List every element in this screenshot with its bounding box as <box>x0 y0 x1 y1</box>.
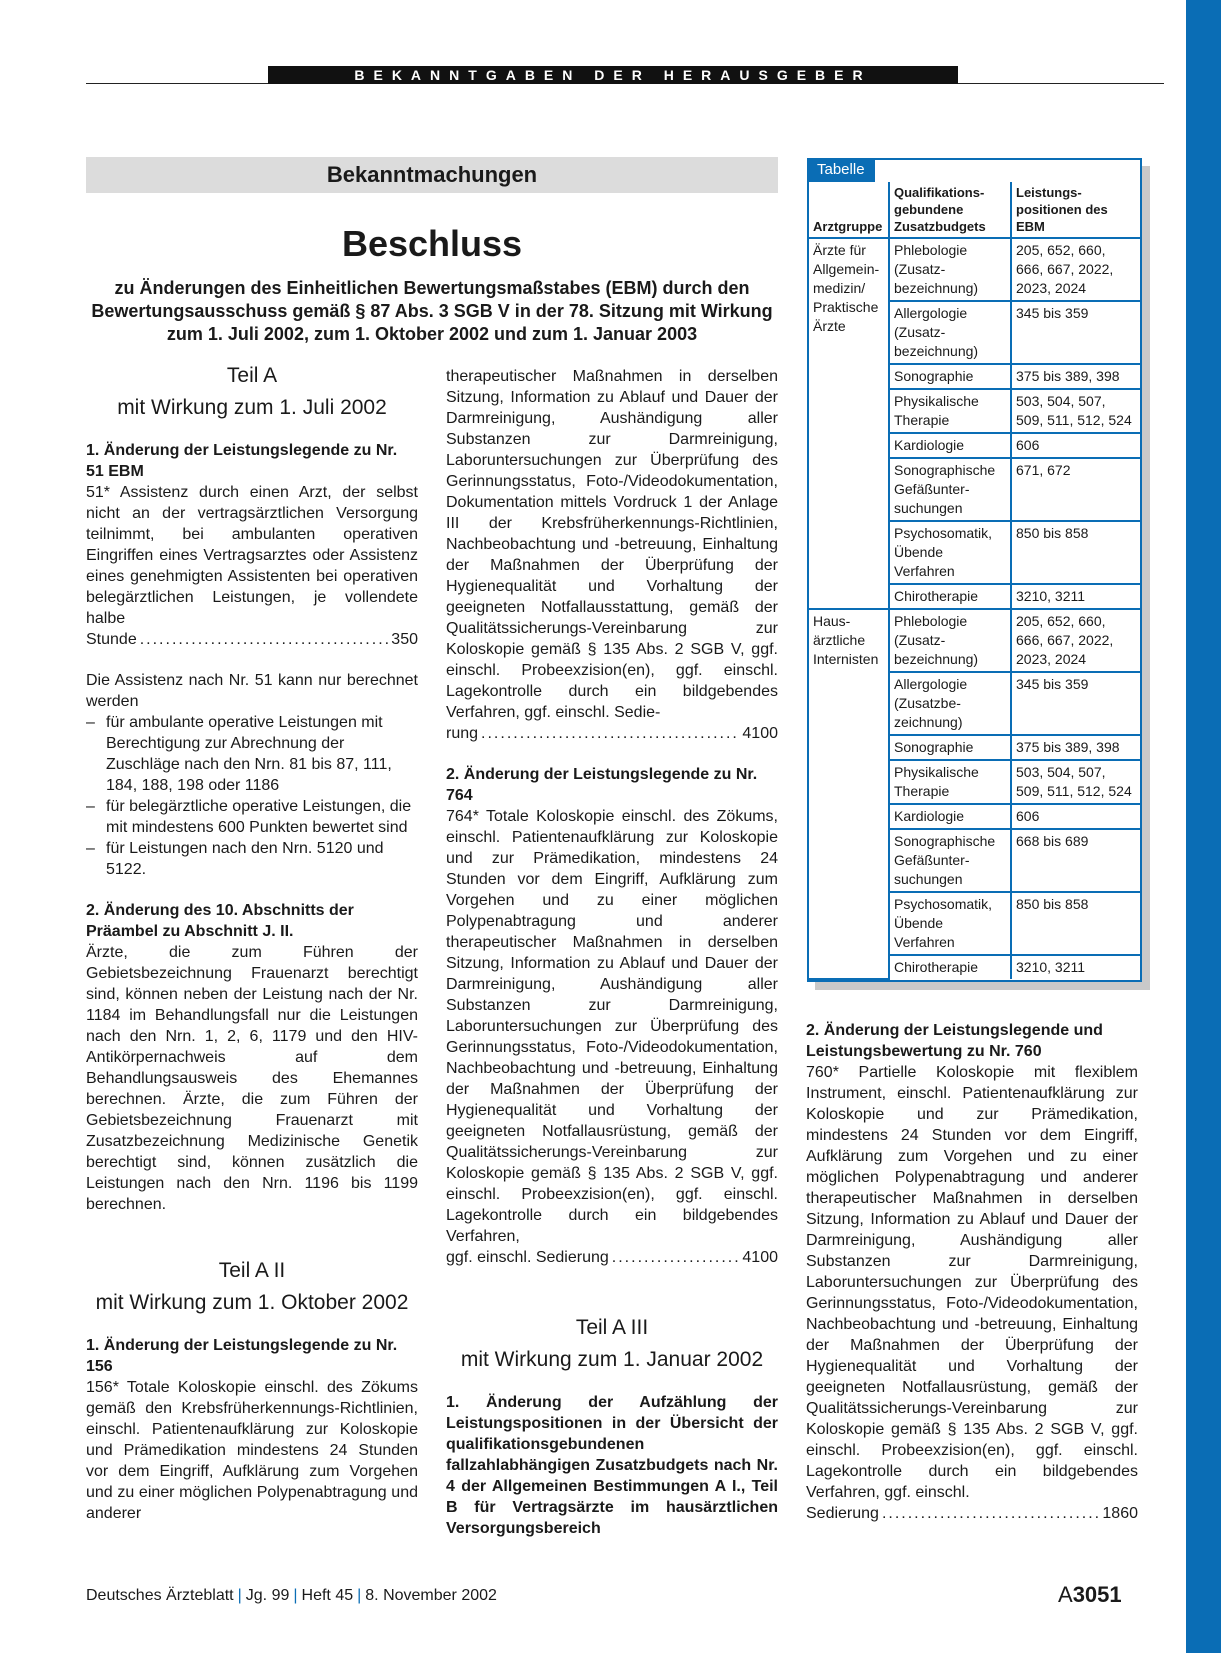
table-cell: Sonographie <box>889 735 1011 760</box>
table-cell: Chirotherapie <box>889 955 1011 979</box>
table-cell: 205, 652, 660, 666, 667, 2022, 2023, 2024 <box>1011 238 1140 301</box>
table-cell: Sonographische Gefäßunter-suchungen <box>889 829 1011 892</box>
table-cell: Kardiologie <box>889 804 1011 829</box>
points-value: 1860 <box>1102 1505 1138 1522</box>
document-subtitle: zu Änderungen des Einheitlichen Bewertungsmaßstabes (EBM) durch den Bewertungsausschuss gemäß § 87 Abs. 3 SGB V in der 78. Sitzung mit Wirkung zum 1. Juli 2002, zum 1. Oktober 2002 und zum 1. Januar 2003 <box>91 278 773 344</box>
points-value: 4100 <box>742 725 778 742</box>
list-item: – für ambulante operative Leistungen mit Berechtigung zur Abrechnung der Zuschläge nach den Nrn. 81 bis 87, 111, 184, 188, 198 oder 1186 <box>86 712 418 796</box>
section-heading: 2. Änderung des 10. Abschnitts der Präambel zu Abschnitt J. II. <box>86 902 354 940</box>
table-cell: 850 bis 858 <box>1011 521 1140 584</box>
rubric-heading: Bekanntmachungen <box>86 157 778 193</box>
column-2 <box>446 366 778 1539</box>
table-cell: 606 <box>1011 804 1140 829</box>
table-cell: Kardiologie <box>889 433 1011 458</box>
column-header: Leistungs-positionen des EBM <box>1011 182 1140 238</box>
section-heading: 2. Änderung der Leistungslegende zu Nr. 764 <box>446 766 758 804</box>
section-heading: 2. Änderung der Leistungslegende und Leistungsbewertung zu Nr. 760 <box>806 1022 1103 1060</box>
table-row <box>809 238 1140 301</box>
points-value: 4100 <box>742 1249 778 1266</box>
paragraph: 760* Partielle Koloskopie mit flexiblem Instrument, einschl. Patientenaufklärung zur Koloskopie und zur Prämedikation, mindestens 24 Stunden vor dem Eingriff, Aufklärung zum Vorgehen und zu einer möglichen Polypenabtragung und anderer therapeutischer Maßnahmen in derselben Sitzung, Information zu Ablauf und Dauer der Darmreinigung, Aushändigung aller Substanzen zur Darmreinigung, Laboruntersuchungen zur Überprüfung des Gerinnungsstatus, Foto-/Videodokumentation, Nachbeobachtung und -betreuung, Einhaltung der Maßnahmen der Überprüfung der Hygienequalität und Vorhaltung der geeigneten Notfallausrüstung, gemäß der Qualitätssicherungs-Vereinbarung zur Koloskopie gemäß § 135 Abs. 2 SGB V, ggf. einschl. Probeexzision(en), ggf. einschl. Lagekontrolle durch ein bildgebendes Verfahren, ggf. einschl. <box>806 1064 1138 1501</box>
table <box>809 182 1140 980</box>
table-cell: 671, 672 <box>1011 458 1140 521</box>
table-row <box>809 609 1140 672</box>
table-cell: Physikalische Therapie <box>889 389 1011 433</box>
footer <box>86 1587 497 1605</box>
table-cell: 205, 652, 660, 666, 667, 2022, 2023, 2024 <box>1011 609 1140 672</box>
table-cell: Sonographische Gefäßunter-suchungen <box>889 458 1011 521</box>
journal-volume: Jg. 99 <box>245 1587 290 1604</box>
group-cell: Ärzte für Allgemein-medizin/ Praktische Ärzte <box>809 238 889 609</box>
part-a2-subtitle: mit Wirkung zum 1. Oktober 2002 <box>95 1291 409 1314</box>
table-cell: Psychosomatik, Übende Verfahren <box>889 892 1011 955</box>
section-heading: 1. Änderung der Leistungslegende zu Nr. 51 EBM <box>86 442 398 480</box>
table-cell: 503, 504, 507, 509, 511, 512, 524 <box>1011 389 1140 433</box>
points-label: ggf. einschl. Sedierung <box>446 1249 609 1266</box>
part-a2-title: Teil A II <box>218 1259 286 1282</box>
paragraph: 764* Totale Koloskopie einschl. des Zökums, einschl. Patientenaufklärung zur Koloskopie und zur Prämedikation, mindestens 24 Stunden vor dem Eingriff, Aufklärung zum Vorgehen und zu einer möglichen Polypenabtragung und anderer therapeutischer Maßnahmen in derselben Sitzung, Information zu Ablauf und Dauer der Darmreinigung, Aushändigung aller Substanzen zur Darmreinigung, Laboruntersuchungen zur Überprüfung des Gerinnungsstatus, Foto-/Videodokumentation, Nachbeobachtung und -betreuung, Einhaltung der Maßnahmen der Überprüfung der Hygienequalität und Vorhaltung der geeigneten Notfallausrüstung, gemäß der Qualitätssicherungs-Vereinbarung zur Koloskopie gemäß § 135 Abs. 2 SGB V, ggf. einschl. Probeexzision(en), ggf. einschl. Lagekontrolle durch ein bildgebendes Verfahren, <box>446 808 778 1245</box>
table-cell: Phlebologie (Zusatz-bezeichnung) <box>889 609 1011 672</box>
points-value: 350 <box>391 631 418 648</box>
separator: | <box>357 1587 362 1604</box>
table-cell: 345 bis 359 <box>1011 672 1140 735</box>
table-cell: 606 <box>1011 433 1140 458</box>
table-cell: 3210, 3211 <box>1016 959 1086 975</box>
table-cell: Allergologie (Zusatzbe-zeichnung) <box>889 672 1011 735</box>
table-cell: 375 bis 389, 398 <box>1011 364 1140 389</box>
column-3 <box>806 1020 1138 1524</box>
separator: | <box>293 1587 298 1604</box>
list-item: – für belegärztliche operative Leistungen, die mit mindestens 600 Punkten bewertet sind <box>86 796 418 838</box>
section-heading: 1. Änderung der Aufzählung der Leistungspositionen in der Übersicht der qualifikationsgebundenen fallzahlabhängigen Zusatzbudgets nach Nr. 4 der Allgemeinen Bestimmungen A I., Teil B für Vertragsärzte im hausärztlichen Versorgungsbereich <box>446 1394 778 1537</box>
column-header: Arztgruppe <box>809 182 889 238</box>
document-title: Beschluss <box>341 223 523 264</box>
list-item: – für Leistungen nach den Nrn. 5120 und 5122. <box>86 838 418 880</box>
points-line <box>806 1503 1138 1524</box>
conditions-list <box>86 712 418 880</box>
journal-date: 8. November 2002 <box>365 1587 497 1604</box>
journal-issue: Heft 45 <box>301 1587 354 1604</box>
paragraph: Die Assistenz nach Nr. 51 kann nur berechnet werden <box>86 672 418 710</box>
paragraph: 51* Assistenz durch einen Arzt, der selbst nicht an der vertragsärztlichen Versorgung teilnimmt, bei ambulanten operativen Eingriffen eines Vertragsarztes oder Assistenz eines genehmigten Assistenten bei operativen belegärztlichen Leistungen, je vollendete halbe <box>86 484 418 627</box>
table-cell: Chirotherapie <box>889 584 1011 609</box>
section-heading: 1. Änderung der Leistungslegende zu Nr. 156 <box>86 1337 398 1375</box>
page-prefix: A <box>1058 1582 1073 1607</box>
paragraph: Ärzte, die zum Führen der Gebietsbezeichnung Frauenarzt berechtigt sind, können neben der Leistung nach der Nr. 1184 im Behandlungsfall nur die Leistungen nach den Nrn. 1, 2, 6, 1179 und den HIV-Antikörpernachweis auf dem Behandlungsausweis des Ehemannes berechnen. Ärzte, die zum Führen der Gebietsbezeichnung Frauenarzt mit Zusatzbezeichnung Medizinische Genetik berechtigt sind, können zusätzlich die Leistungen nach den Nrn. 1196 bis 1199 berechnen. <box>86 944 418 1213</box>
table-cell: 3210, 3211 <box>1011 584 1140 609</box>
points-line <box>86 629 418 650</box>
table-cell: Allergologie (Zusatz-bezeichnung) <box>889 301 1011 364</box>
points-line <box>446 723 778 744</box>
group-cell: Haus-ärztliche Internisten <box>809 609 889 979</box>
column-header: Qualifikations-gebundene Zusatzbudgets <box>889 182 1011 238</box>
column-1 <box>86 360 418 1524</box>
budget-table <box>807 158 1142 982</box>
points-label: rung <box>446 725 479 742</box>
points-label: Sedierung <box>806 1505 879 1522</box>
side-color-bar <box>1186 0 1221 1653</box>
table-cell: 503, 504, 507, 509, 511, 512, 524 <box>1011 760 1140 804</box>
table-label: Tabelle <box>807 158 875 182</box>
table-cell: 345 bis 359 <box>1011 301 1140 364</box>
paragraph: therapeutischer Maßnahmen in derselben Sitzung, Information zu Ablauf und Dauer der Darmreinigung, Aushändigung aller Substanzen zur Darmreinigung, Laboruntersuchungen zur Überprüfung des Gerinnungsstatus, Foto-/Videodokumentation, Dokumentation mittels Vordruck 1 der Anlage III der Krebsfrüherkennungs-Richtlinien, Nachbeobachtung und -betreuung, Einhaltung der Maßnahmen der Überprüfung der Hygienequalität und Vorhaltung der geeigneten Notfallausstattung, gemäß der Qualitätssicherungs-Vereinbarung zur Koloskopie gemäß § 135 Abs. 2 SGB V, ggf. einschl. Probeexzision(en), ggf. einschl. Lagekontrolle durch ein bildgebendes Verfahren, ggf. einschl. Sedie- <box>446 368 778 721</box>
page-number <box>1058 1582 1122 1608</box>
part-a-title: Teil A <box>226 364 278 387</box>
table-cell: Sonographie <box>889 364 1011 389</box>
table-cell: Phlebologie (Zusatz-bezeichnung) <box>889 238 1011 301</box>
table-cell: Physikalische Therapie <box>889 760 1011 804</box>
table-cell: 850 bis 858 <box>1011 892 1140 955</box>
journal-name: Deutsches Ärzteblatt <box>86 1587 234 1604</box>
part-a3-subtitle: mit Wirkung zum 1. Januar 2002 <box>460 1348 764 1371</box>
page-value: 3051 <box>1072 1582 1122 1607</box>
points-line <box>446 1247 778 1268</box>
part-a-subtitle: mit Wirkung zum 1. Juli 2002 <box>117 396 387 419</box>
table-cell: Psychosomatik, Übende Verfahren <box>889 521 1011 584</box>
paragraph: 156* Totale Koloskopie einschl. des Zökums gemäß den Krebsfrüherkennungs-Richtlinien, einschl. Patientenaufklärung zur Koloskopie und Prämedikation mindestens 24 Stunden vor dem Eingriff, Aufklärung zum Vorgehen und zu einer möglichen Polypenabtragung und anderer <box>86 1379 418 1522</box>
table-cell: 668 bis 689 <box>1011 829 1140 892</box>
table-cell: 375 bis 389, 398 <box>1011 735 1140 760</box>
part-a3-title: Teil A III <box>575 1316 649 1339</box>
points-label: Stunde <box>86 631 137 648</box>
section-banner: BEKANNTGABEN DER HERAUSGEBER <box>268 66 958 84</box>
separator: | <box>237 1587 242 1604</box>
table-header-row <box>809 182 1140 238</box>
